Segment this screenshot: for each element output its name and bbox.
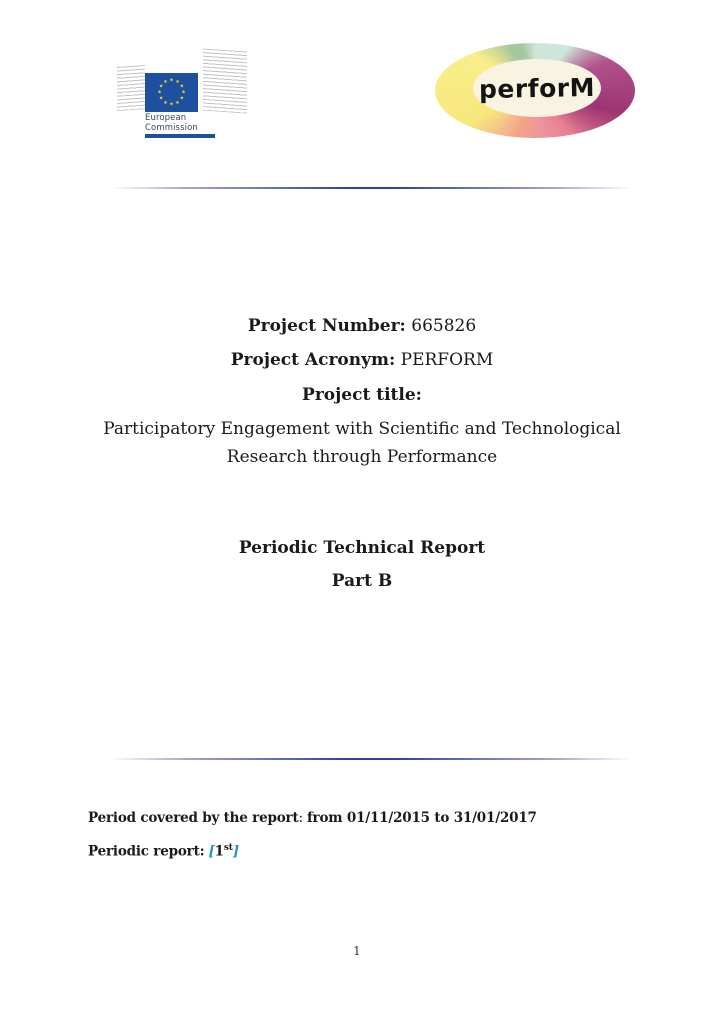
period-covered-separator: : — [298, 810, 307, 826]
project-acronym-label: Project Acronym: — [230, 350, 396, 370]
project-title-label-line — [0, 385, 724, 406]
eu-star-icon: ★ — [163, 99, 168, 106]
eu-star-icon: ★ — [163, 78, 168, 85]
eu-star-icon: ★ — [175, 78, 180, 85]
project-acronym-value: PERFORM — [395, 350, 494, 370]
bracket-open: [ — [208, 843, 215, 860]
periodic-report-number: 1 — [214, 843, 224, 860]
eu-star-icon: ★ — [158, 95, 164, 101]
ec-logo-name — [145, 113, 198, 133]
project-title-label: Project title: — [302, 385, 422, 405]
project-title-line2: Research through Performance — [226, 447, 498, 467]
periodic-report-line — [88, 839, 648, 861]
eu-star-icon: ★ — [175, 99, 180, 106]
project-number-label: Project Number: — [247, 316, 406, 336]
perform-logo — [435, 43, 635, 138]
divider-line-bottom — [110, 758, 632, 760]
project-title-line1: Participatory Engagement with Scientific and Technological — [103, 419, 621, 439]
ec-logo-name-line1: European — [145, 113, 187, 123]
period-covered-label: Period covered by the report — [88, 810, 299, 826]
eu-star-icon: ★ — [158, 83, 164, 89]
eu-star-icon: ★ — [179, 83, 185, 89]
period-covered-value: from 01/11/2015 to 31/01/2017 — [306, 810, 537, 826]
ec-logo-name-line2: Commission — [145, 123, 198, 133]
page-number: 1 — [353, 944, 361, 958]
period-covered-line — [88, 809, 648, 827]
eu-star-icon: ★ — [179, 95, 185, 101]
perform-logo-wordmark: perforM — [478, 72, 596, 104]
divider-line-top — [110, 187, 632, 189]
project-acronym-line — [0, 350, 724, 371]
periodic-report-ordinal-suffix: st — [223, 843, 233, 853]
eu-star-icon: ★ — [169, 77, 174, 83]
eu-flag — [145, 73, 198, 112]
project-number-line — [0, 316, 724, 337]
report-part: Part B — [331, 571, 393, 591]
eu-star-icon: ★ — [181, 89, 186, 95]
report-title: Periodic Technical Report — [238, 538, 486, 558]
periodic-report-label: Periodic report: — [88, 843, 205, 860]
project-number-value: 665826 — [405, 316, 477, 336]
ec-logo-underline-bar — [145, 134, 215, 138]
ec-logo-stripes-left — [117, 65, 145, 111]
eu-star-icon: ★ — [157, 89, 162, 95]
perform-logo-center — [473, 59, 601, 117]
european-commission-logo — [117, 50, 249, 142]
eu-star-icon: ★ — [169, 101, 174, 107]
ec-logo-stripes-right — [203, 48, 247, 113]
bracket-close: ] — [232, 843, 239, 860]
